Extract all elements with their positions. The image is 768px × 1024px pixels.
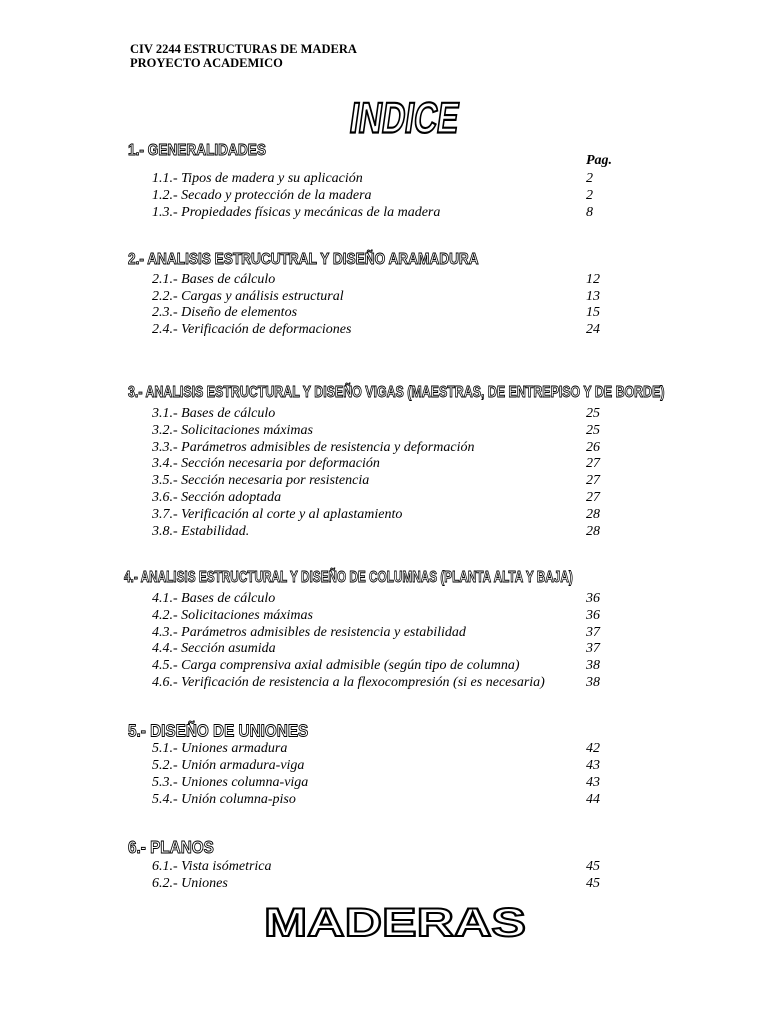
- toc-label: 3.1.- Bases de cálculo: [152, 406, 276, 421]
- toc-row: [152, 472, 612, 489]
- toc-page: 2: [586, 171, 593, 186]
- toc-page: 27: [586, 473, 600, 488]
- toc-page: 8: [586, 205, 593, 220]
- page-column-header: Pag.: [586, 153, 613, 168]
- toc-label: 1.3.- Propiedades físicas y mecánicas de la madera: [152, 205, 441, 220]
- toc-row: [152, 740, 612, 757]
- footer-title-text: MADERAS: [264, 901, 526, 945]
- toc-page: 38: [586, 675, 600, 690]
- toc-row: [152, 187, 612, 204]
- toc-page: 45: [586, 859, 600, 874]
- section-heading-2: 2.- ANALISIS ESTRUCUTRAL Y DISEÑO ARAMADURA: [128, 251, 479, 268]
- toc-label: 3.3.- Parámetros admisibles de resistencia y deformación: [152, 440, 475, 455]
- toc-row: [152, 405, 612, 422]
- toc-row: [152, 439, 612, 456]
- section-heading-3: 3.- ANALISIS ESTRUCTURAL Y DISEÑO VIGAS (MAESTRAS, DE ENTREPISO Y DE BORDE): [128, 384, 665, 401]
- toc-page: 38: [586, 658, 600, 673]
- toc-label: 4.4.- Sección asumida: [152, 641, 276, 656]
- toc-row: [152, 204, 612, 221]
- toc-page: 15: [586, 305, 600, 320]
- toc-page: 12: [586, 272, 600, 287]
- toc-page: 37: [586, 641, 600, 656]
- toc-label: 3.4.- Sección necesaria por deformación: [152, 456, 380, 471]
- toc-row: [152, 657, 612, 674]
- toc-page: 26: [586, 440, 600, 455]
- toc-row: [152, 674, 612, 691]
- toc-page: 36: [586, 591, 600, 606]
- toc-row: [152, 506, 612, 523]
- toc-label: 4.1.- Bases de cálculo: [152, 591, 276, 606]
- index-title-text: INDICE: [346, 93, 463, 143]
- toc-page: 13: [586, 289, 600, 304]
- course-header: CIV 2244 ESTRUCTURAS DE MADERA: [130, 42, 357, 56]
- toc-page: 42: [586, 741, 600, 756]
- toc-label: 1.2.- Secado y protección de la madera: [152, 188, 372, 203]
- project-header: PROYECTO ACADEMICO: [130, 56, 283, 70]
- toc-page: 24: [586, 322, 600, 337]
- toc-label: 1.1.- Tipos de madera y su aplicación: [152, 171, 363, 186]
- toc-label: 3.8.- Estabilidad.: [152, 524, 250, 539]
- toc-row: [152, 640, 612, 657]
- toc-row: [152, 590, 612, 607]
- toc-row: [152, 624, 612, 641]
- toc-label: 5.1.- Uniones armadura: [152, 741, 288, 756]
- toc-label: 3.6.- Sección adoptada: [152, 490, 282, 505]
- toc-label: 3.7.- Verificación al corte y al aplastamiento: [152, 507, 403, 522]
- index-title: [0, 88, 768, 158]
- toc-page: 44: [586, 792, 600, 807]
- toc-page: 25: [586, 406, 600, 421]
- section-heading-4: 4.- ANALISIS ESTRUCTURAL Y DISEÑO DE COLUMNAS (PLANTA ALTA Y BAJA): [124, 569, 573, 586]
- toc-label: 3.5.- Sección necesaria por resistencia: [152, 473, 370, 488]
- toc-row: [152, 774, 612, 791]
- toc-page: 27: [586, 490, 600, 505]
- section-heading-1: 1.- GENERALIDADES: [128, 142, 266, 159]
- toc-page: 43: [586, 758, 600, 773]
- toc-row: [152, 288, 612, 305]
- toc-row: [152, 858, 612, 875]
- toc-row: [152, 170, 612, 187]
- toc-row: [152, 271, 612, 288]
- section-heading-5: 5.- DISEÑO DE UNIONES: [128, 720, 309, 741]
- toc-row: [152, 422, 612, 439]
- toc-label: 2.4.- Verificación de deformaciones: [152, 322, 352, 337]
- toc-row: [152, 304, 612, 321]
- toc-label: 3.2.- Solicitaciones máximas: [152, 423, 313, 438]
- toc-label: 5.4.- Unión columna-piso: [152, 792, 296, 807]
- section-heading-6: 6.- PLANOS: [128, 837, 214, 858]
- toc-row: [152, 489, 612, 506]
- toc-label: 2.3.- Diseño de elementos: [152, 305, 298, 320]
- toc-row: [152, 607, 612, 624]
- toc-label: 5.3.- Uniones columna-viga: [152, 775, 309, 790]
- toc-page: 45: [586, 876, 600, 891]
- toc-label: 4.3.- Parámetros admisibles de resistencia y estabilidad: [152, 625, 466, 640]
- toc-page: 36: [586, 608, 600, 623]
- toc-page: 28: [586, 507, 600, 522]
- toc-page: 2: [586, 188, 593, 203]
- toc-page: 27: [586, 456, 600, 471]
- footer-title: [0, 898, 768, 958]
- toc-page: 43: [586, 775, 600, 790]
- toc-label: 5.2.- Unión armadura-viga: [152, 758, 305, 773]
- toc-label: 4.2.- Solicitaciones máximas: [152, 608, 313, 623]
- toc-page: 37: [586, 625, 600, 640]
- toc-label: 6.1.- Vista isómetrica: [152, 859, 272, 874]
- toc-row: [152, 757, 612, 774]
- toc-page: 28: [586, 524, 600, 539]
- toc-row: [152, 455, 612, 472]
- toc-row: [152, 523, 612, 540]
- toc-row: [152, 875, 612, 892]
- toc-row: [152, 321, 612, 338]
- toc-row: [152, 791, 612, 808]
- toc-label: 6.2.- Uniones: [152, 876, 228, 891]
- toc-label: 2.2.- Cargas y análisis estructural: [152, 289, 344, 304]
- toc-page: 25: [586, 423, 600, 438]
- toc-label: 4.6.- Verificación de resistencia a la flexocompresión (si es necesaria): [152, 675, 545, 690]
- toc-label: 4.5.- Carga comprensiva axial admisible (según tipo de columna): [152, 658, 520, 673]
- toc-label: 2.1.- Bases de cálculo: [152, 272, 276, 287]
